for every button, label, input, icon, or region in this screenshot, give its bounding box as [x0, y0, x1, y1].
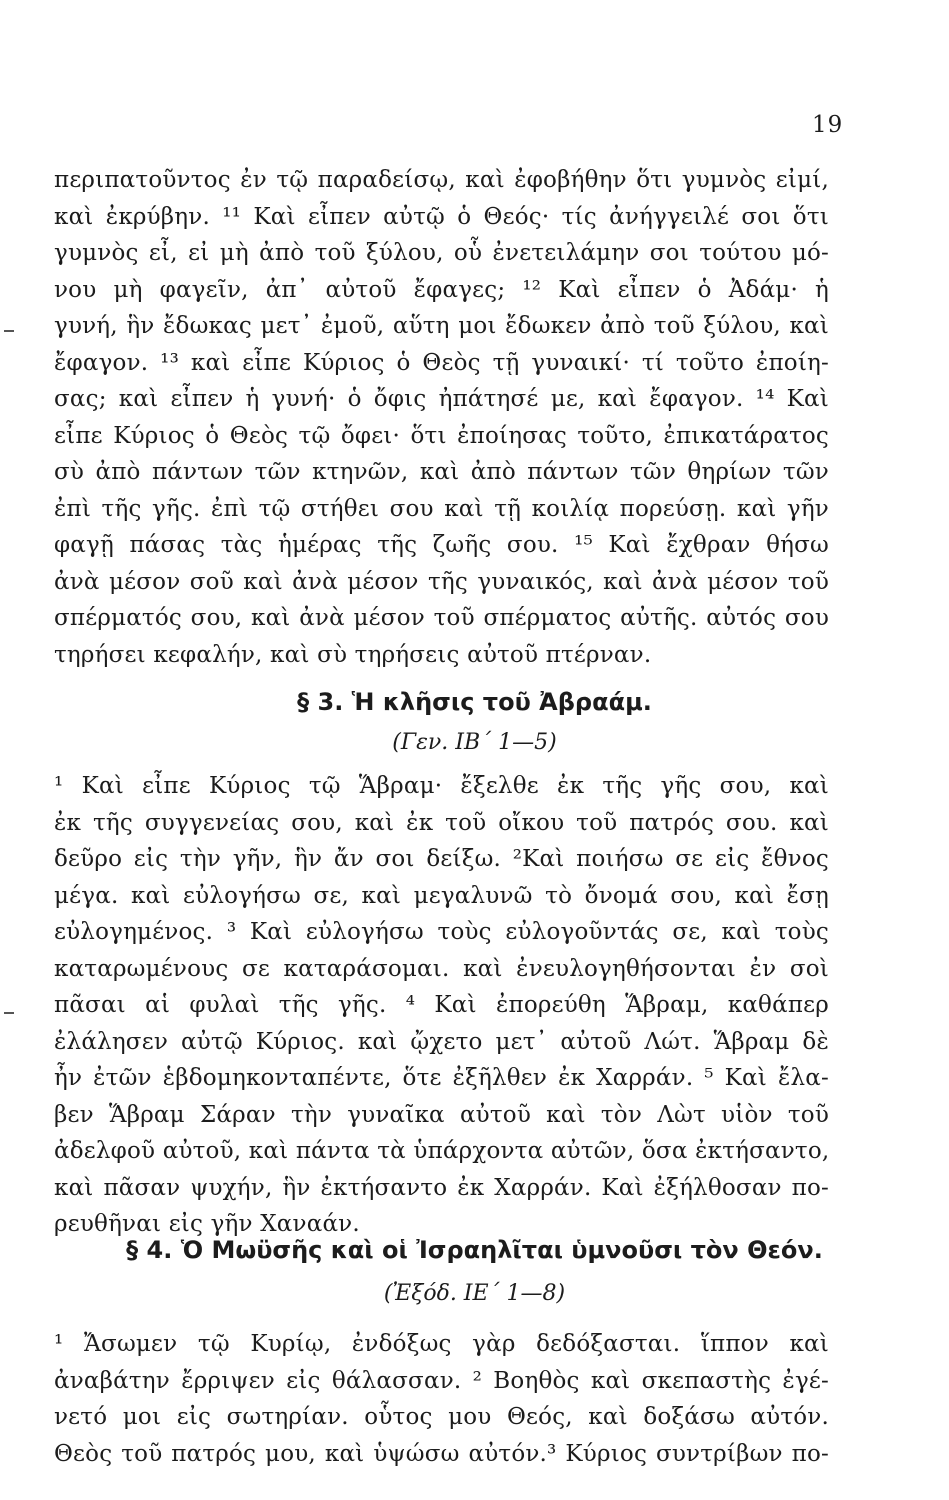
text-line: Θεὸς τοῦ πατρός μου, καὶ ὑψώσω αὐτόν.³ Κύριος συντρίβων πο- — [54, 1440, 829, 1467]
text-line: ρευθῆναι εἰς γῆν Χαναάν. — [54, 1211, 360, 1237]
text-line: νου μὴ φαγεῖν, ἀπ᾽ αὐτοῦ ἔφαγες; ¹² Καὶ εἶπεν ὁ Ἀδάμ· ἡ — [54, 276, 829, 303]
text-line: ἦν ἐτῶν ἑβδομηκονταπέντε, ὅτε ἐξῆλθεν ἐκ Χαρράν. ⁵ Καὶ ἔλα- — [54, 1065, 829, 1091]
margin-mark — [4, 330, 14, 332]
section-reference-3: (Γεν. ΙΒ΄ 1—5) — [392, 730, 557, 755]
text-line: εὐλογημένος. ³ Καὶ εὐλογήσω τοὺς εὐλογοῦντάς σε, καὶ τοὺς — [54, 919, 829, 945]
text-line: σπέρματός σου, καὶ ἀνὰ μέσον τοῦ σπέρματος αὐτῆς. αὐτός σου — [54, 605, 829, 631]
text-line: καὶ ἐκρύβην. ¹¹ Καὶ εἶπεν αὐτῷ ὁ Θεός· τίς ἀνήγγειλέ σοι ὅτι — [54, 203, 829, 230]
text-line: σὺ ἀπὸ πάντων τῶν κτηνῶν, καὶ ἀπὸ πάντων τῶν θηρίων τῶν — [54, 459, 829, 485]
text-line: μέγα. καὶ εὐλογήσω σε, καὶ μεγαλυνῶ τὸ ὄνομά σου, καὶ ἔσῃ — [54, 882, 829, 909]
text-line: ¹ Καὶ εἶπε Κύριος τῷ Ἅβραμ· ἔξελθε ἐκ τῆς γῆς σου, καὶ — [54, 773, 829, 799]
text-line: περιπατοῦντος ἐν τῷ παραδείσῳ, καὶ ἐφοβήθην ὅτι γυμνὸς εἰμί, — [54, 167, 829, 193]
margin-mark — [4, 1012, 14, 1014]
text-line: φαγῇ πάσας τὰς ἡμέρας τῆς ζωῆς σου. ¹⁵ Καὶ ἔχθραν θήσω — [54, 532, 829, 558]
text-line: ἀδελφοῦ αὐτοῦ, καὶ πάντα τὰ ὑπάρχοντα αὐτῶν, ὅσα ἐκτήσαντο, — [54, 1138, 830, 1164]
text-line: βεν Ἅβραμ Σάραν τὴν γυναῖκα αὐτοῦ καὶ τὸν Λὼτ υἱὸν τοῦ — [54, 1101, 829, 1128]
section-reference-4: (Ἐξόδ. ΙΕ΄ 1—8) — [383, 1281, 566, 1306]
text-line: ἀναβάτην ἔρριψεν εἰς θάλασσαν. ² Βοηθὸς καὶ σκεπαστὴς ἐγέ- — [54, 1367, 829, 1394]
text-block-genesis-3 — [54, 162, 829, 673]
text-line: καταρωμένους σε καταράσομαι. καὶ ἐνευλογηθήσονται ἐν σοὶ — [54, 955, 829, 982]
text-line: εἶπε Κύριος ὁ Θεὸς τῷ ὄφει· ὅτι ἐποίησας τοῦτο, ἐπικατάρατος — [54, 422, 829, 449]
text-line: ἐπὶ τῆς γῆς. ἐπὶ τῷ στήθει σου καὶ τῇ κοιλίᾳ πορεύσῃ. καὶ γῆν — [54, 495, 829, 522]
text-line: ἀνὰ μέσον σοῦ καὶ ἀνὰ μέσον τῆς γυναικός, καὶ ἀνὰ μέσον τοῦ — [54, 568, 829, 595]
text-line: δεῦρο εἰς τὴν γῆν, ἣν ἄν σοι δείξω. ²Καὶ ποιήσω σε εἰς ἔθνος — [54, 846, 829, 872]
text-line: πᾶσαι αἱ φυλαὶ τῆς γῆς. ⁴ Καὶ ἐπορεύθη Ἅβραμ, καθάπερ — [54, 992, 829, 1018]
text-line: γυνή, ἣν ἔδωκας μετ᾽ ἐμοῦ, αὕτη μοι ἔδωκεν ἀπὸ τοῦ ξύλου, καὶ — [54, 313, 829, 339]
text-line: νετό μοι εἰς σωτηρίαν. οὗτος μου Θεός, καὶ δοξάσω αὐτόν. — [54, 1404, 829, 1430]
text-block-genesis-12 — [54, 768, 829, 1243]
text-line: γυμνὸς εἶ, εἰ μὴ ἀπὸ τοῦ ξύλου, οὗ ἐνετειλάμην σοι τούτου μό- — [54, 240, 829, 266]
text-line: σας; καὶ εἶπεν ἡ γυνή· ὁ ὄφις ἠπάτησέ με, καὶ ἔφαγον. ¹⁴ Καὶ — [54, 386, 829, 412]
text-line: καὶ πᾶσαν ψυχήν, ἣν ἐκτήσαντο ἐκ Χαρράν. Καὶ ἐξήλθοσαν πο- — [54, 1174, 829, 1201]
text-block-exodus-15 — [54, 1326, 829, 1472]
section-heading-3: § 3. Ἡ κλῆσις τοῦ Ἀβραάμ. — [297, 688, 652, 716]
text-line: ἐκ τῆς συγγενείας σου, καὶ ἐκ τοῦ οἴκου τοῦ πατρός σου. καὶ — [54, 809, 829, 836]
text-line: ἐλάλησεν αὐτῷ Κύριος. καὶ ᾤχετο μετ᾽ αὐτοῦ Λώτ. Ἅβραμ δὲ — [54, 1028, 829, 1055]
text-line: ¹ Ἄσωμεν τῷ Κυρίῳ, ἐνδόξως γὰρ δεδόξασται. ἵππον καὶ — [54, 1331, 829, 1357]
text-line: ἔφαγον. ¹³ καὶ εἶπε Κύριος ὁ Θεὸς τῇ γυναικί· τί τοῦτο ἐποίη- — [54, 349, 829, 376]
section-heading-4: § 4. Ὁ Μωϋσῆς καὶ οἱ Ἰσραηλῖται ὑμνοῦσι τὸν Θεόν. — [126, 1236, 823, 1264]
page-number: 19 — [812, 112, 844, 138]
text-line: τηρήσει κεφαλήν, καὶ σὺ τηρήσεις αὐτοῦ πτέρναν. — [54, 641, 652, 668]
